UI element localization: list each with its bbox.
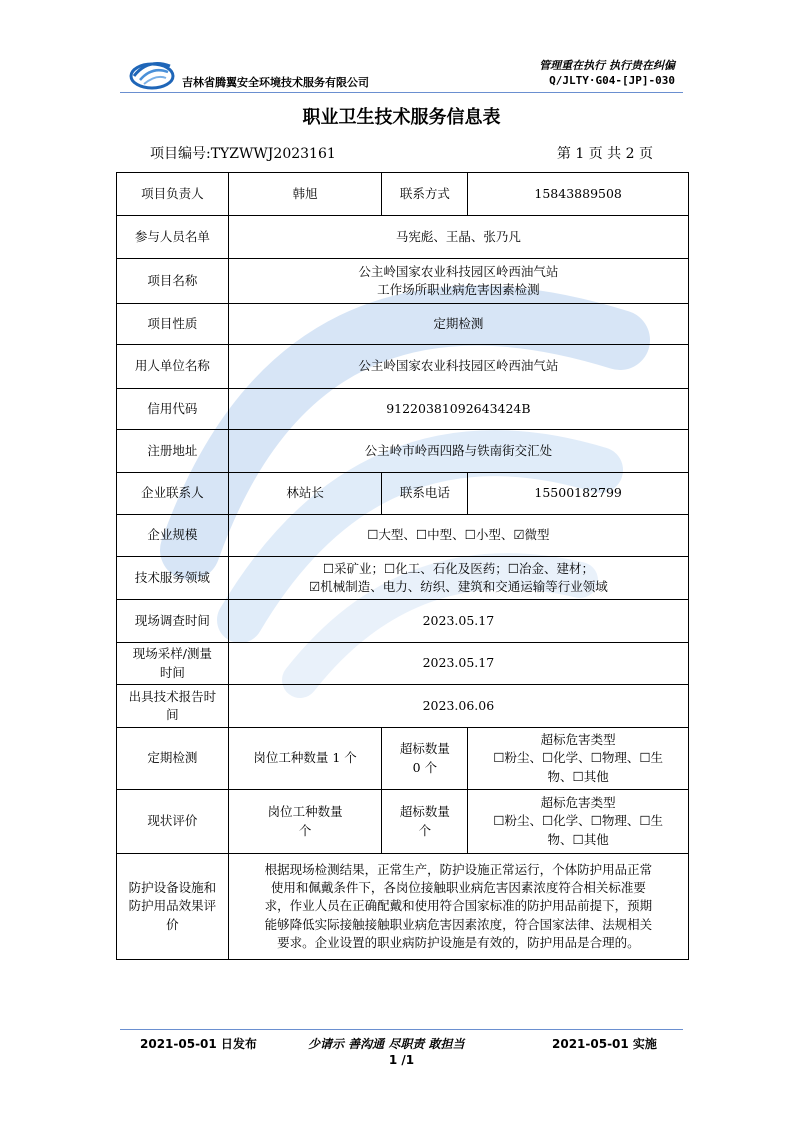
leader-label: 项目负责人 — [117, 173, 229, 216]
project-name-line1: 公主岭国家农业科技园区岭西油气站 — [358, 263, 559, 279]
table-row — [117, 345, 689, 389]
field-value — [228, 557, 688, 600]
protection-label-line2: 防护用品效果评 — [128, 898, 217, 914]
survey-time-value: 2023.05.17 — [228, 600, 688, 643]
field-line1: ☐采矿业；☐化工、石化及医药；☐冶金、建材； — [322, 560, 594, 576]
status-label: 现状评价 — [117, 790, 229, 854]
protection-line4: 能够降低实际接触接触职业病危害因素浓度，符合国家法律、法规相关 — [264, 916, 653, 932]
periodic-type-line2: 物、☐其他 — [547, 768, 609, 784]
sampling-time-value: 2023.05.17 — [228, 643, 688, 685]
contact-value: 15843889508 — [468, 173, 689, 216]
protection-line1: 根据现场检测结果，正常生产，防护设施正常运行，个体防护用品正常 — [264, 862, 653, 878]
periodic-posts: 岗位工种数量 1 个 — [228, 728, 382, 790]
protection-label-line3: 价 — [166, 916, 179, 932]
page-title: 职业卫生技术服务信息表 — [302, 107, 501, 128]
field-line2: ☑机械制造、电力、纺织、建筑和交通运输等行业领域 — [309, 579, 608, 594]
company-logo-icon — [128, 56, 176, 90]
address-label: 注册地址 — [117, 430, 229, 473]
table-row — [117, 515, 689, 557]
table-row — [117, 173, 689, 216]
leader-value: 韩旭 — [228, 173, 382, 216]
table-row — [117, 259, 689, 304]
header-motto: 管理重在执行 执行贵在纠偏 — [539, 59, 675, 72]
table-row — [117, 854, 689, 960]
project-name-line2: 工作场所职业病危害因素检测 — [377, 282, 540, 297]
employer-label: 用人单位名称 — [117, 345, 229, 389]
table-row — [117, 304, 689, 345]
header-divider — [120, 92, 683, 93]
periodic-type-line1: ☐粉尘、☐化学、☐物理、☐生 — [493, 750, 664, 766]
company-contact-label: 企业联系人 — [117, 473, 229, 515]
report-time-value: 2023.06.06 — [228, 685, 688, 728]
table-row — [117, 430, 689, 473]
status-exceed — [382, 790, 468, 854]
project-name-label: 项目名称 — [117, 259, 229, 304]
report-time-label-line1: 出具技术报告时 — [128, 688, 217, 704]
nature-label: 项目性质 — [117, 304, 229, 345]
table-row — [117, 600, 689, 643]
company-name: 吉林省腾翼安全环境技术服务有限公司 — [182, 76, 369, 89]
protection-line5: 要求。企业设置的职业病防护设施是有效的，防护用品是合理的。 — [277, 934, 640, 950]
phone-label: 联系电话 — [382, 473, 468, 515]
project-name-value — [228, 259, 688, 304]
company-contact-value: 林站长 — [228, 473, 382, 515]
status-type-line2: 物、☐其他 — [547, 831, 609, 847]
report-time-label — [117, 685, 229, 728]
protection-line2: 使用和佩戴条件下，各岗位接触职业病危害因素浓度符合相关标准要 — [270, 880, 646, 896]
status-posts-line1: 岗位工种数量 — [267, 804, 343, 820]
protection-label — [117, 854, 229, 960]
periodic-type-title: 超标危害类型 — [540, 732, 616, 748]
table-row — [117, 216, 689, 259]
table-row — [117, 557, 689, 600]
sampling-time-label-line2: 时间 — [159, 664, 185, 680]
document-code: Q/JLTY·G04-[JP]-030 — [549, 74, 675, 87]
report-time-label-line2: 间 — [166, 707, 179, 722]
sampling-time-label — [117, 643, 229, 685]
status-type-title: 超标危害类型 — [540, 795, 616, 811]
participants-label: 参与人员名单 — [117, 216, 229, 259]
periodic-hazard-type — [468, 728, 689, 790]
footer-page-number: 1 /1 — [388, 1053, 415, 1067]
footer-slogan: 少请示 善沟通 尽职责 敢担当 — [308, 1037, 465, 1051]
implement-date: 2021-05-01 实施 — [552, 1037, 657, 1051]
project-number: 项目编号:TYZWWJ2023161 — [150, 146, 336, 162]
survey-time-label: 现场调查时间 — [117, 600, 229, 643]
periodic-label: 定期检测 — [117, 728, 229, 790]
status-exceed-line2: 个 — [418, 822, 432, 838]
periodic-exceed — [382, 728, 468, 790]
status-type-line1: ☐粉尘、☐化学、☐物理、☐生 — [493, 813, 664, 829]
table-row — [117, 473, 689, 515]
publish-date: 2021-05-01 日发布 — [140, 1037, 257, 1051]
nature-value: 定期检测 — [228, 304, 688, 345]
periodic-exceed-line1: 超标数量 — [399, 741, 450, 757]
table-row — [117, 728, 689, 790]
employer-value: 公主岭国家农业科技园区岭西油气站 — [228, 345, 688, 389]
status-posts-line2: 个 — [298, 822, 312, 838]
footer-divider — [120, 1029, 683, 1030]
page-info: 第 1 页 共 2 页 — [556, 146, 653, 162]
credit-value: 91220381092643424B — [228, 389, 688, 430]
status-exceed-line1: 超标数量 — [399, 804, 450, 820]
table-row — [117, 790, 689, 854]
scale-value: ☐大型、☐中型、☐小型、☑微型 — [228, 515, 688, 557]
sampling-time-label-line1: 现场采样/测量 — [132, 646, 212, 662]
contact-label: 联系方式 — [382, 173, 468, 216]
protection-value — [228, 854, 688, 960]
table-row — [117, 643, 689, 685]
address-value: 公主岭市岭西四路与铁南街交汇处 — [228, 430, 688, 473]
field-label: 技术服务领域 — [117, 557, 229, 600]
protection-line3: 求，作业人员在正确配戴和使用符合国家标准的防护用品前提下，预期 — [264, 898, 653, 914]
table-row — [117, 389, 689, 430]
periodic-exceed-line2: 0 个 — [412, 759, 438, 775]
phone-value: 15500182799 — [468, 473, 689, 515]
protection-label-line1: 防护设备设施和 — [128, 880, 217, 896]
credit-label: 信用代码 — [117, 389, 229, 430]
participants-value: 马宪彪、王晶、张乃凡 — [228, 216, 688, 259]
info-table — [116, 172, 689, 960]
status-hazard-type — [468, 790, 689, 854]
status-posts — [228, 790, 382, 854]
scale-label: 企业规模 — [117, 515, 229, 557]
table-row — [117, 685, 689, 728]
